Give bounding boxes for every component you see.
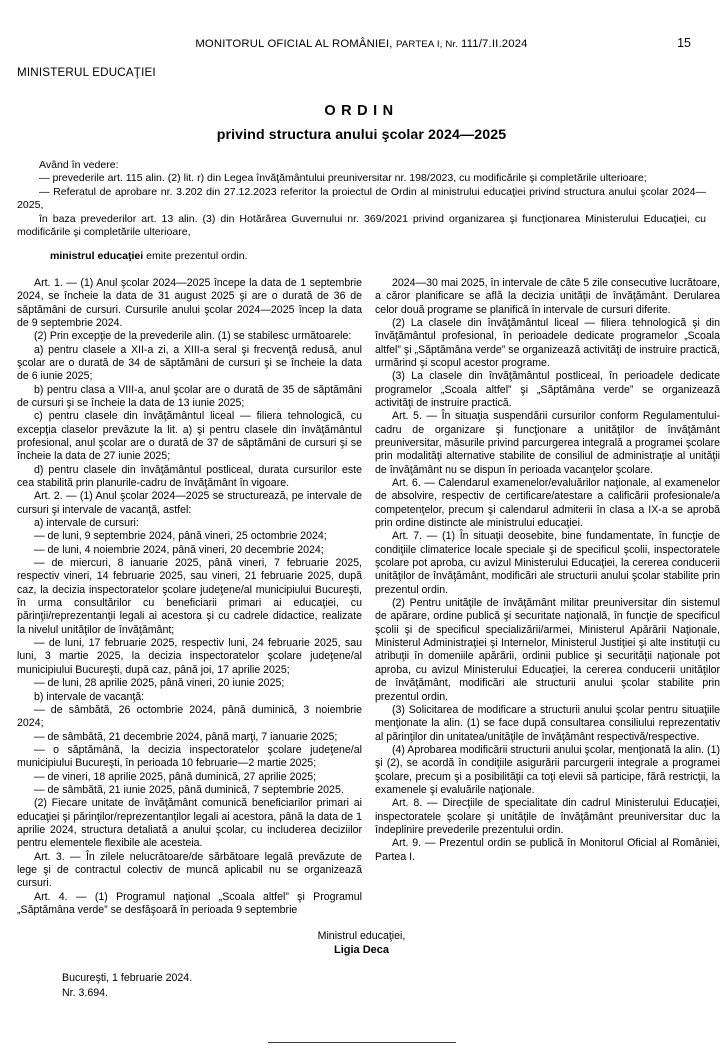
gazette-title-main: MONITORUL OFICIAL AL ROMÂNIEI, [195, 38, 396, 50]
left-column-paragraph: a) pentru clasele a XII-a zi, a XIII-a seral şi frecvenţă redusă, anul şcolar are o durată de 34 de săptămâni de cursuri şi se încheie la data de 6 iunie 2025; [17, 343, 362, 383]
left-column-paragraph: a) intervale de cursuri: [34, 517, 139, 530]
left-column-paragraph: — de luni, 28 aprilie 2025, până vineri, 20 iunie 2025; [34, 677, 285, 690]
footer-separator-wrap [14, 1030, 709, 1048]
ministry-name: MINISTERUL EDUCAŢIEI [17, 66, 156, 79]
left-column-paragraph: c) pentru clasele din învăţământul liceal — filiera tehnologică, cu excepţia claselor prevăzute la lit. a) şi pentru clasele din învăţământul profesional, anul şcolar are o durată de 37 de săptămâni de cursuri şi se încheie la data de 27 iunie 2025; [17, 410, 362, 463]
right-column-paragraph: (2) Pentru unităţile de învăţământ militar preuniversitar din sistemul de apărare, ordine publică şi securitate naţională, în funcţie de specificul şcolii şi de specificul specializării/armei, Ministerul Apărării Naţionale, Ministerul Administraţiei şi Internelor, Ministerul Justiţiei şi alte instituţii cu atribuţii în domeniile apărării, ordinii publice şi securităţii naţionale pot aproba, cu avizul Ministerului Educaţiei, la cererea conducerii unităţilor de învăţământ, modificări ale structurii anului şcolar stabilite prin prezentul ordin. [375, 597, 720, 703]
left-column-paragraph: (2) Fiecare unitate de învăţământ comunică beneficiarilor primari ai educaţiei şi părinţilor/reprezentanţilor legali ai acestora, până la data de 1 aprilie 2024, structura detaliată a anului şcolar, cu includerea deciziilor pentru elementele flexibile ale acesteia. [17, 797, 362, 850]
order-heading: ORDIN [324, 103, 399, 119]
left-column-paragraph: — de sâmbătă, 21 decembrie 2024, până marţi, 7 ianuarie 2025; [34, 730, 338, 743]
left-column-paragraph: — de sâmbătă, 26 octombrie 2024, până duminică, 3 noiembrie 2024; [17, 703, 362, 730]
issue-meta [62, 971, 709, 1000]
minister-role: Ministrul educaţiei, [317, 930, 406, 943]
article-columns [14, 276, 720, 918]
minister-name: Ligia Deca [333, 944, 390, 957]
preamble-emitter [17, 250, 706, 263]
order-subheading: privind structura anului şcolar 2024—2025 [216, 127, 507, 143]
left-column-paragraph: Art. 2. — (1) Anul şcolar 2024—2025 se structurează, pe intervale de cursuri şi intervale de vacanţă, astfel: [17, 490, 362, 516]
footer-separator-rule [268, 1042, 456, 1043]
left-column-paragraph: Art. 3. — În zilele nelucrătoare/de sărbătoare legală prevăzute de lege şi de contractul colectiv de muncă aplicabil nu se organizează cursuri. [17, 850, 362, 890]
right-column-paragraph: 2024—30 mai 2025, în intervale de câte 5 zile consecutive lucrătoare, a căror planificare se află la decizia unităţii de învăţământ. Derularea celor două programe se planifică în intervale de cursuri diferite. [375, 276, 720, 316]
preamble-lead: Având în vedere: [39, 159, 119, 171]
left-column-paragraph: (2) Prin excepţie de la prevederile alin. (1) se stabilesc următoarele: [34, 330, 352, 343]
emitter-statement: emite prezentul ordin. [143, 250, 248, 263]
running-header [14, 38, 709, 72]
emitter-role: ministrul educaţiei [50, 250, 144, 263]
signature-block [14, 929, 709, 957]
page-number: 15 [677, 36, 691, 50]
right-column-paragraph: (3) La clasele din învăţământul postliceal, în perioadele dedicate programelor „Scoala altfel” şi „Săptămâna verde” se organizează activităţi de instruire practică. [375, 370, 720, 409]
gazette-title-part: PARTEA I, Nr. [395, 39, 462, 50]
right-column-paragraph: Art. 6. — Calendarul examenelor/evaluărilor naţionale, al examenelor de absolvire, respectiv de certificare/atestare a calificării profesionale/a competenţelor, precum şi calendarul admiterii în clasa a IX-a se aprobă prin ordine distincte ale ministrului educaţiei. [375, 477, 720, 530]
right-column [375, 277, 720, 918]
preamble-item-2: — Referatul de aprobare nr. 3.202 din 27.12.2023 referitor la proiectul de Ordin al ministrului educaţiei privind structura anului şcolar 2024—2025, [17, 185, 706, 212]
left-column-paragraph: d) pentru clasele din învăţământul postliceal, durata cursurilor este cea stabilită prin planurile-cadru de învăţământ în vigoare. [17, 463, 362, 489]
right-column-paragraph: (3) Solicitarea de modificare a structurii anului şcolar pentru situaţiile menţionate la alin. (1) se face după consultarea consiliului reprezentativ al părinţilor din unitatea/unităţile de învăţământ respectivă/respective. [375, 703, 720, 743]
left-column [17, 277, 362, 918]
gazette-page [0, 38, 723, 1062]
right-column-paragraph: Art. 7. — (1) În situaţii deosebite, bine fundamentate, în funcţie de condiţiile climaterice locale speciale şi de specificul şcolii, inspectoratele şcolare pot aproba, cu avizul Ministerului Educaţiei, la cererea conducerii unităţilor de învăţământ, modificări ale structurii anului şcolar stabilite prin prezentul ordin. [375, 530, 720, 596]
left-column-paragraph: — de vineri, 18 aprilie 2025, până duminică, 27 aprilie 2025; [34, 770, 317, 783]
left-column-paragraph: — de luni, 17 februarie 2025, respectiv luni, 24 februarie 2025, sau luni, 3 martie 2025, la decizia inspectoratelor şcolare judeţene/al municipiului Bucureşti, după caz, până joi, 17 aprilie 2025; [17, 637, 362, 676]
place-and-date: Bucureşti, 1 februarie 2024. [62, 972, 193, 985]
left-column-paragraph: — de luni, 9 septembrie 2024, până vineri, 25 octombrie 2024; [34, 530, 327, 543]
left-column-paragraph: Art. 1. — (1) Anul şcolar 2024—2025 începe la data de 1 septembrie 2024, se încheie la data de 31 august 2025 şi are o durată de 36 de săptămâni de cursuri. Cursurile anului şcolar 2024—2025 încep la data de 9 septembrie 2024. [17, 276, 362, 329]
left-column-paragraph: Art. 4. — (1) Programul naţional „Scoala altfel” şi Programul „Săptămâna verde” se desfăşoară în perioada 9 septembrie [17, 890, 362, 916]
gazette-issue: 111/7.II.2024 [461, 38, 528, 50]
left-column-paragraph: — o săptămână, la decizia inspectoratelor şcolare judeţene/al municipiului Bucureşti, în perioada 10 februarie—2 martie 2025; [17, 743, 362, 770]
left-column-paragraph: — de miercuri, 8 ianuarie 2025, până vineri, 7 februarie 2025, respectiv vineri, 14 februarie 2025, sau vineri, 21 februarie 2025, după caz, la decizia inspectoratelor şcolare judeţene/al municipiului Bucureşti, în urma consultărilor cu beneficiarii primari ai educaţiei, cu părinţii/reprezentanţii legali ai acestora şi cu cadrele didactice, realizate la nivelul unităţilor de învăţământ; [17, 557, 362, 636]
left-column-paragraph: b) intervale de vacanţă: [34, 690, 145, 703]
left-column-paragraph: b) pentru clasa a VIII-a, anul şcolar are o durată de 35 de săptămâni de cursuri şi se încheie la data de 13 iunie 2025; [17, 383, 362, 409]
right-column-paragraph: Art. 5. — În situaţia suspendării cursurilor conform Regulamentului-cadru de organizare şi funcţionare a unităţilor de învăţământ preuniversitar, măsurile privind parcurgerea integrală a programei şcolare prin modalităţi alternative stabilite de consiliul de administraţie al unităţii de învăţământ nu se dispun în perioada vacanţelor şcolare. [375, 410, 720, 476]
preamble-item-1: — prevederile art. 115 alin. (2) lit. r) din Legea învăţământului preuniversitar nr. 198/2023, cu modificările şi completările ulterioare; [39, 172, 647, 185]
right-column-paragraph: Art. 8. — Direcţiile de specialitate din cadrul Ministerului Educaţiei, inspectoratele şcolare şi unităţile de învăţământ preuniversitar duc la îndeplinire prevederile prezentului ordin. [375, 797, 720, 836]
right-column-paragraph: (4) Aprobarea modificării structurii anului şcolar, menţionată la alin. (1) şi (2), se acordă în condiţiile asigurării parcurgerii integrale a programei şcolare, precum şi a posibilităţii ca toţi elevii să participe, fără restricţii, la examenele şi evaluările naţionale. [375, 743, 720, 796]
right-column-paragraph: (2) La clasele din învăţământul liceal — filiera tehnologică şi din învăţământul profesional, în perioadele dedicate programelor „Scoala altfel” şi „Săptămâna verde” se organizează activităţi de instruire practică, urmărind şi scopul acestor programe. [375, 316, 720, 369]
right-column-paragraph: Art. 9. — Prezentul ordin se publică în Monitorul Oficial al României, Partea I. [375, 837, 720, 863]
left-column-paragraph: — de luni, 4 noiembrie 2024, până vineri, 20 decembrie 2024; [34, 543, 324, 556]
gazette-header-title [14, 38, 709, 50]
left-column-paragraph: — de sâmbătă, 21 iunie 2025, până duminică, 7 septembrie 2025. [34, 783, 344, 796]
preamble [14, 159, 709, 264]
order-number: Nr. 3.694. [62, 986, 108, 999]
preamble-item-3: în baza prevederilor art. 13 alin. (3) din Hotărârea Guvernului nr. 369/2021 privind organizarea şi funcţionarea Ministerului Educaţiei, cu modificările şi completările ulterioare, [17, 212, 706, 239]
